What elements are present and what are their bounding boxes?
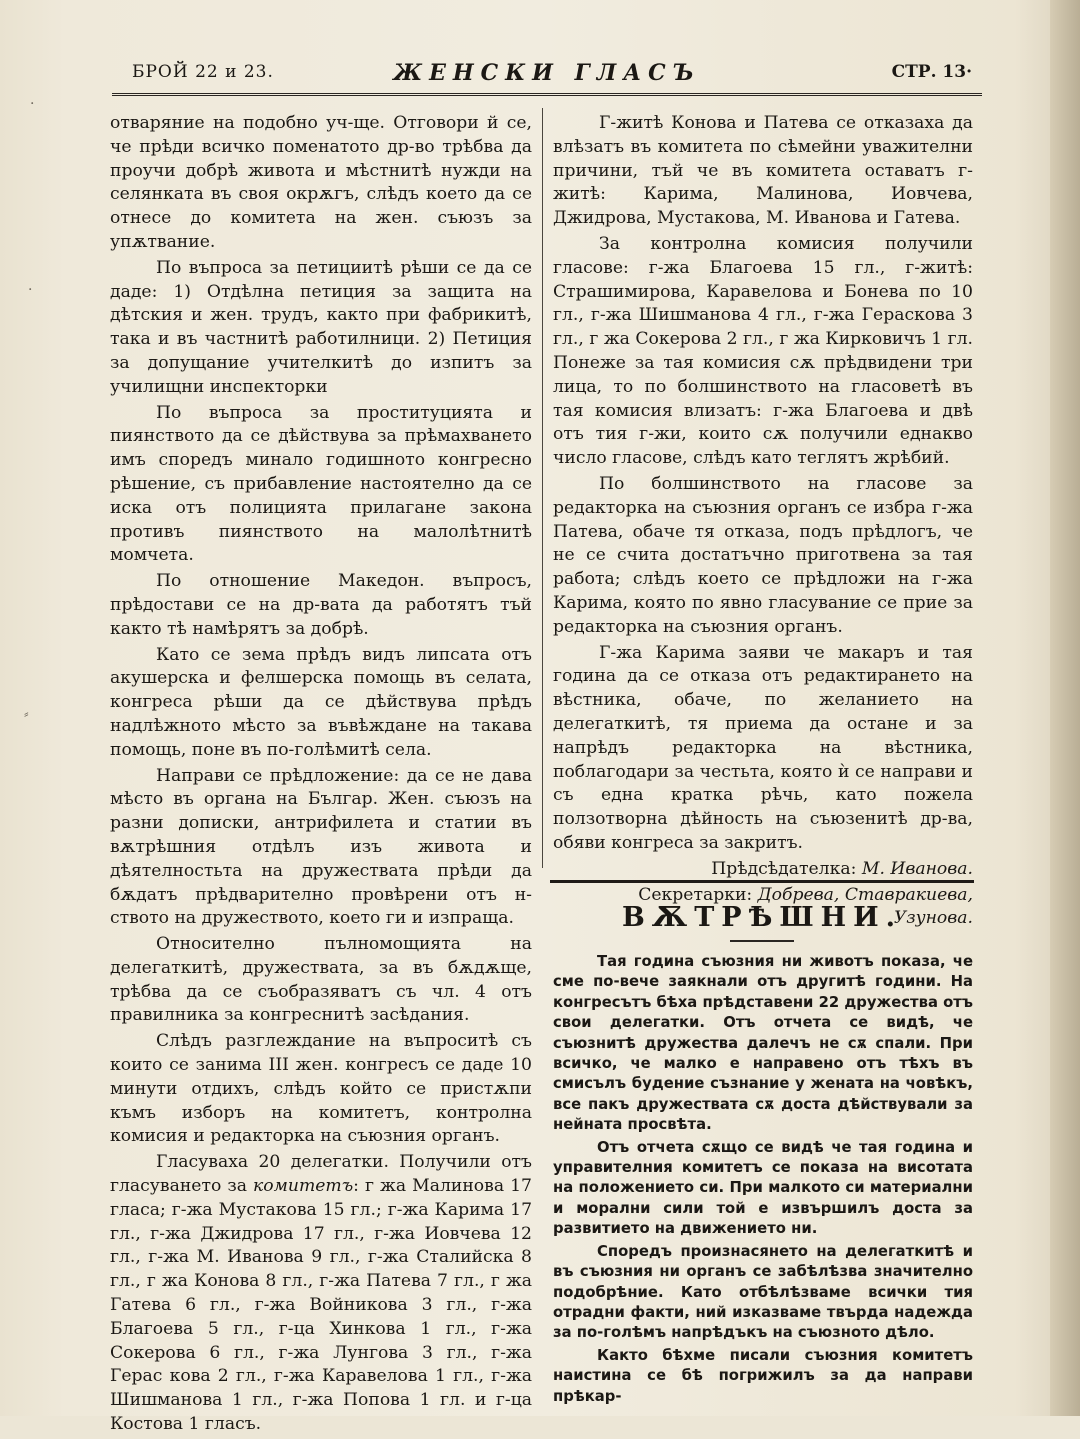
paragraph: Г-жа Карима заяви че макаръ и тая година да се отказа отъ редактирането на вѣстника, обаче, по желанието на делегаткитѣ, тя приема да остане и за напрѣдъ редакторка на вѣстника, поблагодари за честьта, която ѝ се направи и съ една кратка рѣчь, като пожела ползотворна дѣйность на съюзенитѣ др-ва, обяви конгреса за закритъ. bbox=[553, 642, 973, 853]
page-number: СТР. 13· bbox=[891, 62, 972, 82]
paragraph: По болшинството на гласове за редакторка на съюзния органъ се избра г-жа Патева, обаче тя отказа, подъ прѣдлогъ, че не се счита достатъчно приготвена за тая работа; слѣдъ което се прѣдложи на г-жа Карима, която по явно гласувание се прие за редакторка на съюзния органъ. bbox=[553, 473, 973, 637]
vote-word: комитетъ bbox=[253, 1176, 354, 1197]
chair-name: М. Иванова. bbox=[861, 858, 973, 879]
paragraph: Тая година съюзния ни животъ показа, че сме по-вече заякнали отъ другитѣ години. На конгресътъ бѣха прѣдставени 22 дружества отъ свои делегатки. Отъ отчета се видѣ, че съюзнитѣ дружества далечъ не сѫ спали. При всичко, че малко е направено отъ тѣхъ въ смисълъ будение съзнание у жената на човѣкъ, все пакъ дружествата сѫ доста дѣйствували за нейната просвѣта. bbox=[553, 953, 973, 1134]
margin-mark: · bbox=[30, 96, 35, 112]
margin-mark: ⸗ bbox=[24, 706, 29, 722]
paragraph: Като се зема прѣдъ видъ липсата отъ акушерска и фелшерска помощь въ селата, конгреса рѣши да се дѣйствува прѣдъ надлѣжното мѣсто за въвѣждане на такава помощь, поне въ по-голѣмитѣ села. bbox=[110, 644, 532, 760]
chair-label: Прѣдсѣдателка: bbox=[711, 858, 862, 879]
column-divider bbox=[542, 108, 543, 868]
title-underline bbox=[730, 940, 794, 942]
vote-results: : г жа Малинова 17 гласа; г-жа Мустакова 15 гл.; г-жа Карима 17 гл., г-жа Джидрова 17 гл., г-жа Иовчева 12 гл., г-жа М. Иванова 9 гл., г-жа Сталийска 8 гл., г жа Конова 8 гл., г-жа Патева 7 гл., г жа Гатева 6 гл., г-жа Войникова 3 гл., г-жа Благоева 5 гл., г-ца Хинкова 1 гл., г-жа Сокерова 6 гл., г-жа Лунгова 3 гл., г-жа Герас кова 2 гл., г-жа Каравелова 1 гл., г-жа Шишманова 1 гл., г-жа Попова 1 гл. и г-ца Костова 1 гласъ. bbox=[110, 1176, 532, 1435]
paragraph: Относително пълномощията на делегаткитѣ, дружествата, за въ бѫдѫще, трѣбва да се съобразяватъ съ чл. 4 отъ правилника за конгреснитѣ засѣдания. bbox=[110, 934, 532, 1026]
paragraph: Както бѣхме писали съюзния комитетъ наистина се бѣ погрижилъ за да направи прѣкар- bbox=[553, 1346, 973, 1405]
section-rule bbox=[550, 880, 974, 883]
section-title: ВѪТРѢШНИ. bbox=[621, 902, 903, 933]
margin-mark: · bbox=[28, 282, 33, 298]
paragraph: Отъ отчета сѫщо се видѣ че тая година и управителния комитетъ се показа на висотата на положението си. При малкото си материални и морални сили той е извършилъ доста за развитието на движението ни. bbox=[553, 1138, 973, 1238]
page-edge-shadow bbox=[1050, 0, 1080, 1416]
vote-results-paragraph bbox=[110, 1151, 532, 1437]
paragraph: Г-житѣ Конова и Патева се отказаха да влѣзатъ въ комитета по сѣмейни уважителни причини, тъй че въ комитета оставатъ г-житѣ: Карима, Малинова, Иовчева, Джидрова, Мустакова, М. Иванова и Гатева. bbox=[553, 113, 973, 229]
news-section bbox=[553, 952, 973, 1409]
paragraph: По въпроса за проституцията и пиянството да се дѣйствува за прѣмахването имъ споредъ минало годишното конгресно рѣшение, съ прибавление настоятелно да се иска отъ полицията прилагане закона противъ пиянството на малолѣтнитѣ момчета. bbox=[110, 402, 532, 566]
header-rule bbox=[112, 93, 982, 96]
paragraph: отваряние на подобно уч-ще. Отговори й се, че прѣди всичко поменатото др-во трѣбва да проучи добрѣ живота и мѣстнитѣ нужди на селянката въ своя окрѫгъ, слѣдъ което да се отнесе до комитета на жен. съюзъ за упѫтвание. bbox=[110, 113, 532, 252]
secretaries-names: Добрева, Ставракиева, Узунова. bbox=[757, 884, 973, 929]
issue-number: БРОЙ 22 и 23. bbox=[132, 62, 274, 82]
paragraph: Споредъ произнасянето на делегаткитѣ и въ съюзния ни органъ се забѣлѣзва значително подобрѣние. Като отбѣлѣзваме всички тия отрадни факти, ний изказваме твърда надежда за по-голѣмъ напрѣдъкъ на съюзното дѣло. bbox=[553, 1242, 973, 1342]
paragraph: Направи се прѣдложение: да се не дава мѣсто въ органа на Българ. Жен. съюзъ на разни дописки, антрифилета и статии въ вѫтрѣшния отдѣлъ изъ живота и дѣятелностьта на дружествата прѣди да бѫдатъ прѣдварително провѣрени отъ н-ството на дружеството, което ги и изпраща. bbox=[110, 765, 532, 929]
chair-signature bbox=[553, 858, 973, 882]
paragraph: По въпроса за петициитѣ рѣши се да се даде: 1) Отдѣлна петиция за защита на дѣтския и жен. трудъ, както при фабрикитѣ, така и въ частнитѣ работилници. 2) Петиция за допущание учителкитѣ до изпитъ за училищни инспекторки bbox=[110, 257, 532, 397]
page-header bbox=[112, 62, 982, 90]
paragraph: За контролна комисия получили гласове: г-жа Благоева 15 гл., г-житѣ: Страшимирова, Каравелова и Бонева по 10 гл., г-жа Шишманова 4 гл., г-жа Гераскова 3 гл., г жа Сокерова 2 гл., г жа Кирковичъ 1 гл. Понеже за тая комисия сѫ прѣдвидени три лица, то по болшинството на гласоветѣ въ тая комисия влизатъ: г-жа Благоева и двѣ отъ тия г-жи, които сѫ получили еднакво число гласове, слѣдъ като теглятъ жрѣбий. bbox=[553, 233, 973, 469]
vote-intro: Гласуваха 20 делегатки. Получили отъ гласуването за bbox=[110, 1152, 532, 1197]
paragraph: Слѣдъ разглеждание на въпроситѣ съ които се занима III жен. конгресъ се даде 10 минути отдихъ, слѣдъ който се пристѫпи къмъ изборъ на комитетъ, контролна комисия и редакторка на съюзния органъ. bbox=[110, 1031, 532, 1147]
newspaper-title: ЖЕНСКИ ГЛАСЪ bbox=[393, 60, 701, 86]
right-column bbox=[553, 112, 973, 933]
left-column bbox=[110, 112, 532, 1439]
secretaries-label: Секретарки: bbox=[638, 884, 758, 905]
paragraph: По отношение Македон. въпросъ, прѣдостави се на др-вата да работятъ тъй както тѣ намѣрятъ за добрѣ. bbox=[110, 571, 532, 639]
